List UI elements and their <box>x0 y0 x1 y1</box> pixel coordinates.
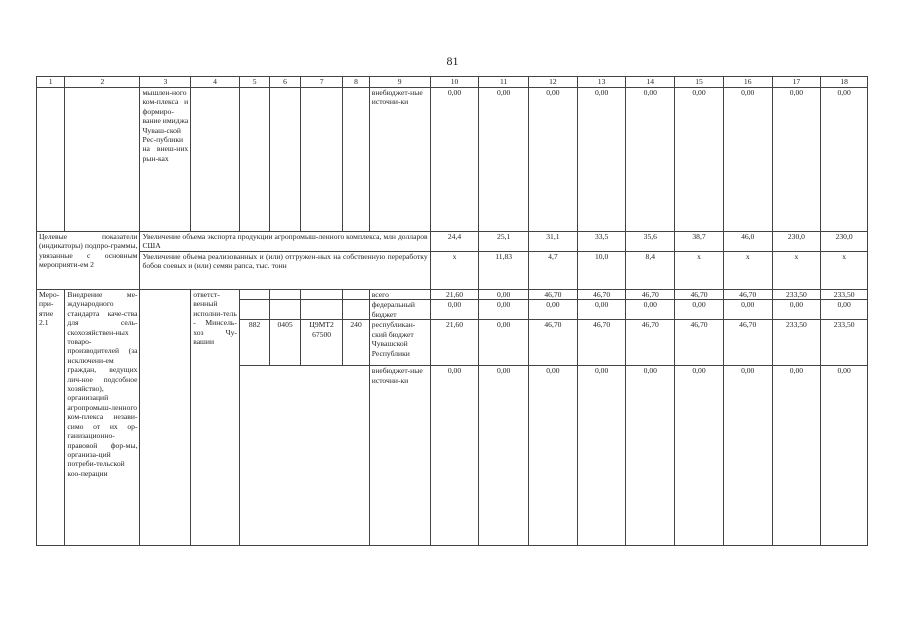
value-cell: 46,70 <box>529 290 578 300</box>
value-cell: 0,00 <box>772 88 821 232</box>
value-cell: 0,00 <box>723 366 772 546</box>
value-cell: 0,00 <box>479 300 529 320</box>
value-cell: 230,0 <box>821 232 868 252</box>
cell-empty <box>140 290 191 546</box>
header-cell: 5 <box>239 77 269 88</box>
value-cell: 11,83 <box>479 252 529 290</box>
responsible-executor: ответст-венный исполни-тель - Минсель-хоз Чу-вашии <box>191 290 240 546</box>
value-cell: 0,00 <box>723 300 772 320</box>
header-cell: 9 <box>369 77 430 88</box>
cell-empty <box>270 290 300 300</box>
value-cell: x <box>430 252 479 290</box>
value-cell: 0,00 <box>626 88 675 232</box>
value-cell: 46,70 <box>626 320 675 366</box>
value-cell: 46,70 <box>577 290 626 300</box>
value-cell: 0,00 <box>529 366 578 546</box>
funding-source: внебюджет-ные источни-ки <box>369 366 430 546</box>
header-cell: 7 <box>300 77 343 88</box>
budget-table <box>36 76 868 546</box>
value-cell: 0,00 <box>529 88 578 232</box>
value-cell: x <box>723 252 772 290</box>
value-cell: 35,6 <box>626 232 675 252</box>
cell-empty <box>270 88 300 232</box>
value-cell: 0,00 <box>479 88 529 232</box>
cell-empty <box>65 88 140 232</box>
value-cell: 46,70 <box>626 290 675 300</box>
value-cell: 0,00 <box>626 366 675 546</box>
value-cell: 46,70 <box>675 320 724 366</box>
value-cell: 21,60 <box>430 320 479 366</box>
table-row <box>37 252 868 290</box>
value-cell: 233,50 <box>821 320 868 366</box>
value-cell: 0,00 <box>821 366 868 546</box>
budget-code-expense: 240 <box>343 320 369 366</box>
value-cell: 0,00 <box>479 320 529 366</box>
value-cell: 0,00 <box>577 300 626 320</box>
table-row <box>37 290 868 300</box>
page-number: 81 <box>446 54 459 68</box>
header-cell: 3 <box>140 77 191 88</box>
value-cell: 46,70 <box>529 320 578 366</box>
value-cell: 46,0 <box>723 232 772 252</box>
value-cell: 10,0 <box>577 252 626 290</box>
value-cell: 230,0 <box>772 232 821 252</box>
funding-source: всего <box>369 290 430 300</box>
value-cell: 0,00 <box>821 88 868 232</box>
header-cell: 8 <box>343 77 369 88</box>
header-cell: 14 <box>626 77 675 88</box>
header-cell: 16 <box>723 77 772 88</box>
table-row <box>37 88 868 232</box>
value-cell: 0,00 <box>479 290 529 300</box>
budget-code-target: Ц9МТ2 67500 <box>300 320 343 366</box>
header-cell: 18 <box>821 77 868 88</box>
value-cell: 8,4 <box>626 252 675 290</box>
value-cell: 0,00 <box>675 88 724 232</box>
funding-source: внебюджет-ные источни-ки <box>369 88 430 232</box>
cell-empty <box>37 88 65 232</box>
value-cell: x <box>675 252 724 290</box>
value-cell: 46,70 <box>577 320 626 366</box>
cell-empty <box>191 88 240 232</box>
funding-source: федеральный бюджет <box>369 300 430 320</box>
value-cell: 0,00 <box>772 300 821 320</box>
cell-empty <box>270 300 300 320</box>
cell-empty <box>343 88 369 232</box>
value-cell: 46,70 <box>723 290 772 300</box>
header-cell: 10 <box>430 77 479 88</box>
value-cell: 0,00 <box>529 300 578 320</box>
measure-name: Внедрение ме-ждународного стандарта каче-ства для сель-скохозяйствен-ных товаро-производителей (за исключени-ем граждан, ведущих лич-ное подсобное хозяйство), организаций агропромыш-ленного ком-плекса незави-симо от их ор-ганизационно-правовой фор-мы, организа-ций потреби-тельской коо-перации <box>65 290 140 546</box>
value-cell: 38,7 <box>675 232 724 252</box>
value-cell: 0,00 <box>577 88 626 232</box>
value-cell: 0,00 <box>723 88 772 232</box>
cell-empty <box>239 366 369 546</box>
continued-measure-name: мышлен-ного ком-плекса и формиро-вание имиджа Чуваш-ской Рес-публики на внеш-них рын-ках <box>140 88 191 232</box>
value-cell: 233,50 <box>821 290 868 300</box>
value-cell: 0,00 <box>626 300 675 320</box>
indicator-text: Увеличение объема экспорта продукции агропромыш-ленного комплекса, млн долларов США <box>140 232 430 252</box>
cell-empty <box>239 290 269 300</box>
value-cell: 0,00 <box>430 300 479 320</box>
value-cell: 4,7 <box>529 252 578 290</box>
value-cell: 0,00 <box>772 366 821 546</box>
cell-empty <box>239 88 269 232</box>
value-cell: 46,70 <box>723 320 772 366</box>
cell-empty <box>343 290 369 300</box>
value-cell: 0,00 <box>577 366 626 546</box>
indicator-text: Увеличение объема реализованных и (или) отгружен-ных на собственную переработку бобов соевых и (или) семян рапса, тыс. тонн <box>140 252 430 290</box>
cell-empty <box>239 300 269 320</box>
measure-number: Меро-при-ятие 2.1 <box>37 290 65 546</box>
value-cell: 0,00 <box>430 88 479 232</box>
budget-code-ministry: 882 <box>239 320 269 366</box>
value-cell: 25,1 <box>479 232 529 252</box>
value-cell: 0,00 <box>821 300 868 320</box>
header-cell: 17 <box>772 77 821 88</box>
cell-empty <box>300 88 343 232</box>
value-cell: 233,50 <box>772 320 821 366</box>
cell-empty <box>300 290 343 300</box>
value-cell: 24,4 <box>430 232 479 252</box>
header-cell: 12 <box>529 77 578 88</box>
value-cell: 46,70 <box>675 290 724 300</box>
value-cell: x <box>821 252 868 290</box>
budget-code-section: 0405 <box>270 320 300 366</box>
table-row <box>37 232 868 252</box>
header-cell: 1 <box>37 77 65 88</box>
value-cell: 33,5 <box>577 232 626 252</box>
header-cell: 6 <box>270 77 300 88</box>
header-cell: 15 <box>675 77 724 88</box>
header-cell: 2 <box>65 77 140 88</box>
value-cell: 0,00 <box>430 366 479 546</box>
value-cell: x <box>772 252 821 290</box>
value-cell: 21,60 <box>430 290 479 300</box>
target-indicators-label: Целевые показатели (индикаторы) подпро-граммы, увязанные с основным мероприяти-ем 2 <box>37 232 140 290</box>
header-cell: 4 <box>191 77 240 88</box>
header-row <box>37 77 868 88</box>
value-cell: 0,00 <box>675 300 724 320</box>
header-cell: 11 <box>479 77 529 88</box>
cell-empty <box>343 300 369 320</box>
header-cell: 13 <box>577 77 626 88</box>
value-cell: 0,00 <box>479 366 529 546</box>
cell-empty <box>300 300 343 320</box>
value-cell: 0,00 <box>675 366 724 546</box>
value-cell: 31,1 <box>529 232 578 252</box>
value-cell: 233,50 <box>772 290 821 300</box>
funding-source: республикан-ский бюджет Чувашской Республики <box>369 320 430 366</box>
